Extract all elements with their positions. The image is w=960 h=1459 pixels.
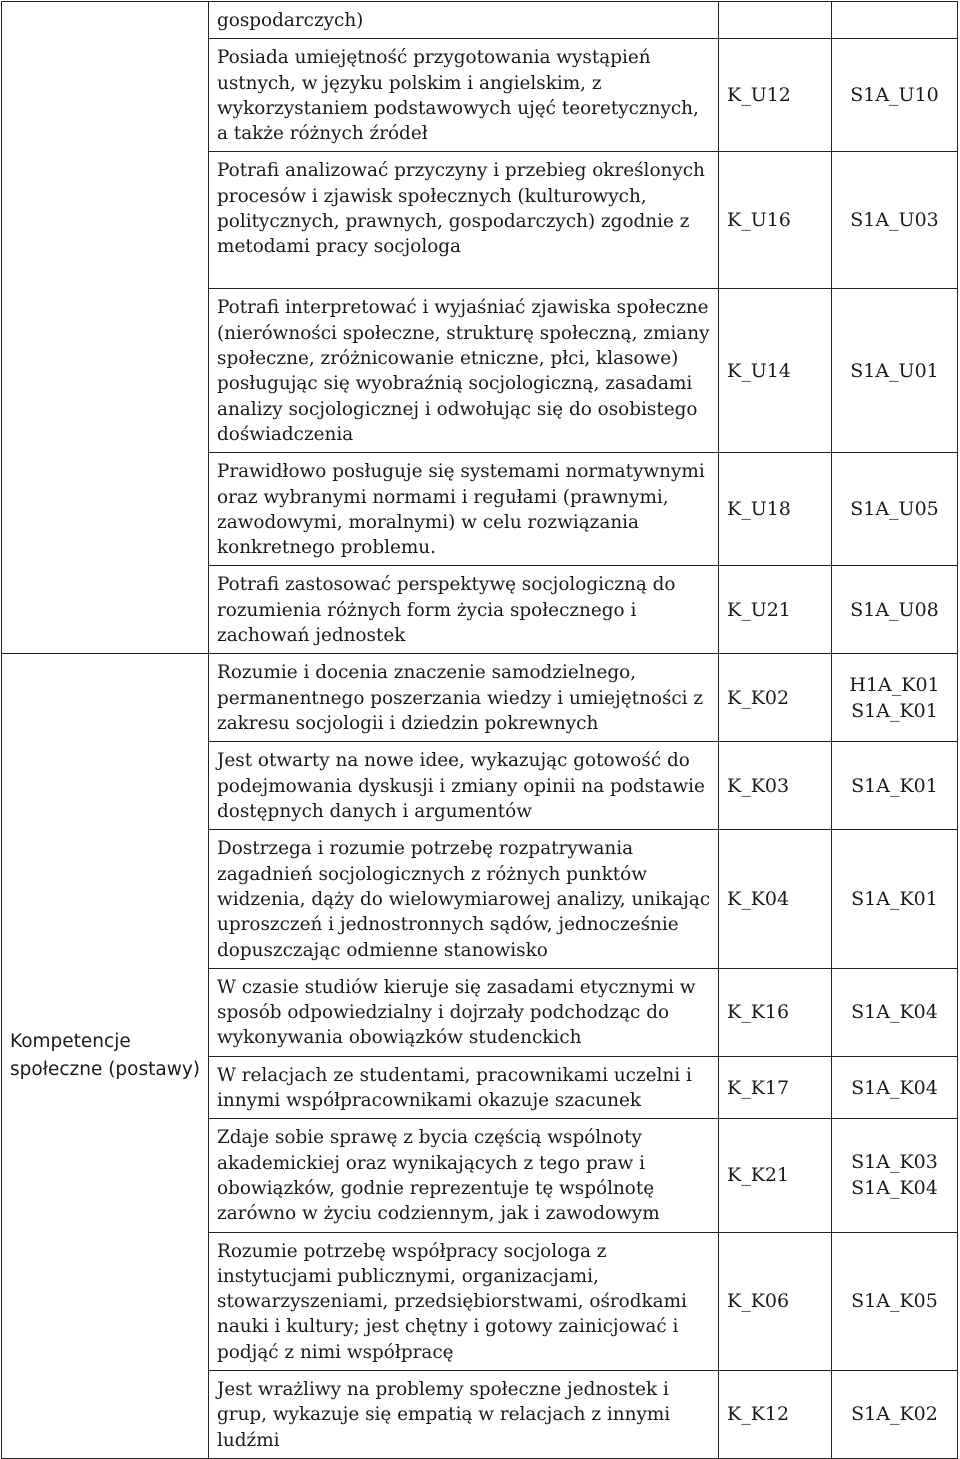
outcome-description: Jest otwarty na nowe idee, wykazując gotowość do podejmowania dyskusji i zmiany opinii na podstawie dostępnych danych i argumentów (209, 742, 719, 830)
reference-code: S1A_U01 (832, 289, 958, 453)
reference-code: S1A_K04 (832, 1056, 958, 1119)
outcome-code: K_K21 (719, 1119, 832, 1232)
reference-code: S1A_K01 (832, 742, 958, 830)
reference-code (832, 2, 958, 39)
reference-code: H1A_K01 S1A_K01 (832, 654, 958, 742)
outcome-code: K_K12 (719, 1370, 832, 1458)
outcome-code: K_U18 (719, 453, 832, 566)
outcome-code: K_U12 (719, 39, 832, 152)
outcome-description: Rozumie potrzebę współpracy socjologa z instytucjami publicznymi, organizacjami, stowarzyszeniami, przedsiębiorstwami, ośrodkami nauki i kultury; jest chętny i gotowy zainicjować i podjąć z nimi współpracę (209, 1232, 719, 1370)
reference-code: S1A_U08 (832, 566, 958, 654)
outcome-code: K_K02 (719, 654, 832, 742)
reference-code: S1A_K05 (832, 1232, 958, 1370)
reference-code: S1A_U10 (832, 39, 958, 152)
outcome-code: K_K04 (719, 830, 832, 968)
category-cell-skills (2, 2, 209, 654)
learning-outcomes-table (1, 1, 958, 1459)
reference-code: S1A_K03 S1A_K04 (832, 1119, 958, 1232)
table-row (2, 2, 958, 39)
reference-code: S1A_U05 (832, 453, 958, 566)
table-row (2, 654, 958, 742)
outcome-description: Posiada umiejętność przygotowania wystąpień ustnych, w języku polskim i angielskim, z wykorzystaniem podstawowych ujęć teoretycznych, a także różnych źródeł (209, 39, 719, 152)
outcome-description: W czasie studiów kieruje się zasadami etycznymi w sposób odpowiedzialny i dojrzały podchodząc do wykonywania obowiązków studenckich (209, 968, 719, 1056)
outcome-description: Potrafi zastosować perspektywę socjologiczną do rozumienia różnych form życia społecznego i zachowań jednostek (209, 566, 719, 654)
category-cell-social-competences: Kompetencje społeczne (postawy) (2, 654, 209, 1459)
outcome-description: Potrafi interpretować i wyjaśniać zjawiska społeczne (nierówności społeczne, strukturę społeczną, zmiany społeczne, zróżnicowanie etniczne, płci, klasowe) posługując się wyobraźnią socjologiczną, zasadami analizy socjologicznej i odwołując się do osobistego doświadczenia (209, 289, 719, 453)
reference-code: S1A_U03 (832, 152, 958, 289)
outcome-description: Zdaje sobie sprawę z bycia częścią wspólnoty akademickiej oraz wynikających z tego praw i obowiązków, godnie reprezentuje tę wspólnotę zarówno w życiu codziennym, jak i zawodowym (209, 1119, 719, 1232)
outcome-code: K_U21 (719, 566, 832, 654)
outcome-description: W relacjach ze studentami, pracownikami uczelni i innymi współpracownikami okazuje szacunek (209, 1056, 719, 1119)
outcome-description: gospodarczych) (209, 2, 719, 39)
outcome-description: Prawidłowo posługuje się systemami normatywnymi oraz wybranymi normami i regułami (prawnymi, zawodowymi, moralnymi) w celu rozwiązania konkretnego problemu. (209, 453, 719, 566)
outcome-code: K_K03 (719, 742, 832, 830)
outcome-description: Potrafi analizować przyczyny i przebieg określonych procesów i zjawisk społecznych (kulturowych, politycznych, prawnych, gospodarczych) zgodnie z metodami pracy socjologa (209, 152, 719, 289)
outcome-description: Rozumie i docenia znaczenie samodzielnego, permanentnego poszerzania wiedzy i umiejętności z zakresu socjologii i dziedzin pokrewnych (209, 654, 719, 742)
outcome-code: K_U16 (719, 152, 832, 289)
outcome-description: Jest wrażliwy na problemy społeczne jednostek i grup, wykazuje się empatią w relacjach z innymi ludźmi (209, 1370, 719, 1458)
reference-code: S1A_K02 (832, 1370, 958, 1458)
outcome-code: K_K17 (719, 1056, 832, 1119)
outcome-code: K_K06 (719, 1232, 832, 1370)
reference-code: S1A_K04 (832, 968, 958, 1056)
reference-code: S1A_K01 (832, 830, 958, 968)
outcome-code (719, 2, 832, 39)
outcome-description: Dostrzega i rozumie potrzebę rozpatrywania zagadnień socjologicznych z różnych punktów widzenia, dąży do wielowymiarowej analizy, unikając uproszczeń i jednostronnych sądów, jednocześnie dopuszczając odmienne stanowisko (209, 830, 719, 968)
outcome-code: K_U14 (719, 289, 832, 453)
outcome-code: K_K16 (719, 968, 832, 1056)
